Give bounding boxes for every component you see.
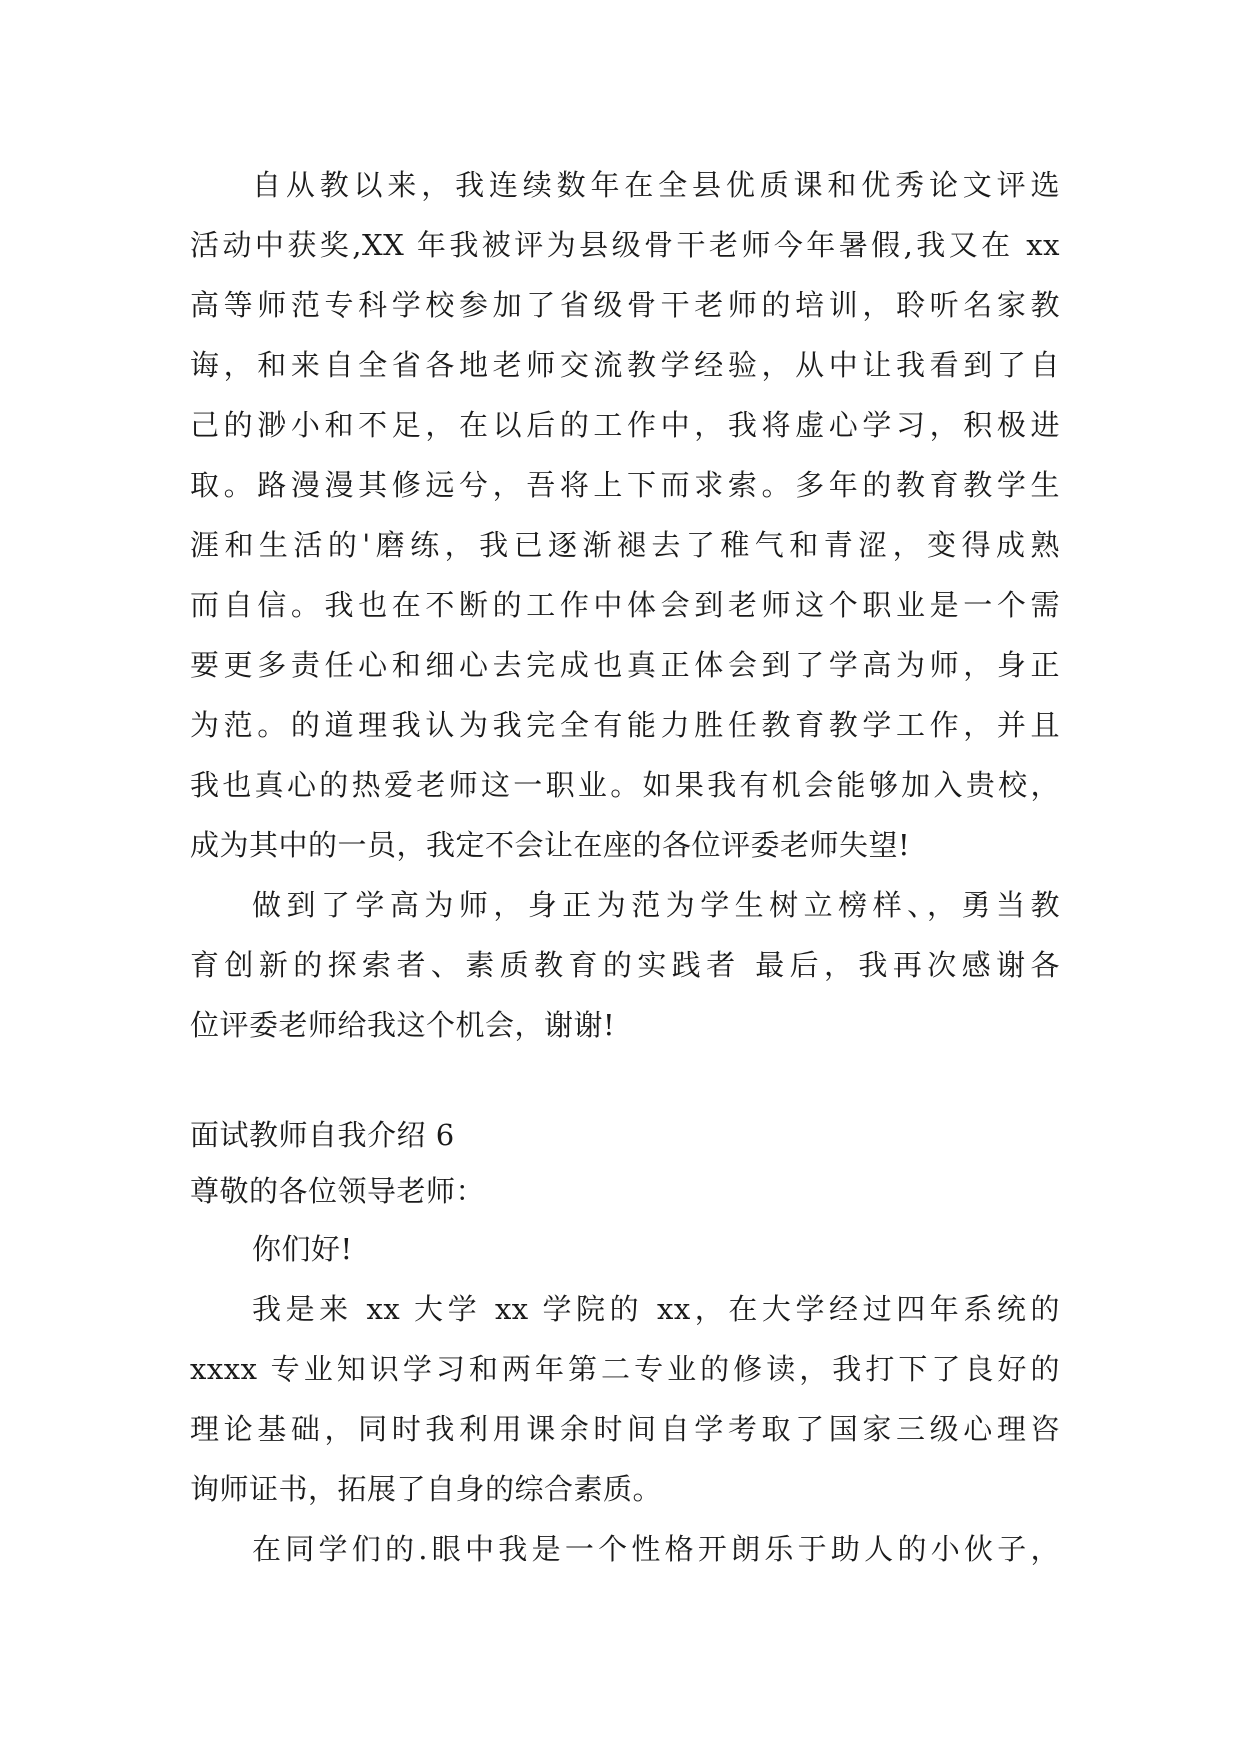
text-line: 理论基础，同时我利用课余时间自学考取了国家三级心理咨: [190, 1412, 1060, 1446]
text-line: 育创新的探索者、素质教育的实践者 最后，我再次感谢各: [190, 948, 1060, 982]
salutation: 尊敬的各位领导老师：: [190, 1174, 486, 1208]
text-line: 做到了学高为师，身正为范为学生树立榜样、，勇当教: [252, 888, 1060, 922]
text-line: 成为其中的一员，我定不会让在座的各位评委老师失望!: [190, 828, 911, 862]
greeting: 你们好!: [252, 1232, 353, 1266]
paragraph-introduction: [190, 1279, 1060, 1519]
text-line: 取。路漫漫其修远兮，吾将上下而求索。多年的教育教学生: [190, 468, 1060, 502]
text-line: 在同学们的.眼中我是一个性格开朗乐于助人的小伙子，: [252, 1532, 1060, 1566]
text-line: 而自信。我也在不断的工作中体会到老师这个职业是一个需: [190, 588, 1060, 622]
text-line: 要更多责任心和细心去完成也真正体会到了学高为师，身正: [190, 648, 1060, 682]
text-line: xxxx 专业知识学习和两年第二专业的修读，我打下了良好的: [190, 1352, 1060, 1386]
text-line: 高等师范专科学校参加了省级骨干老师的培训，聆听名家教: [190, 288, 1060, 322]
text-line: 己的渺小和不足，在以后的工作中，我将虚心学习，积极进: [190, 408, 1060, 442]
text-line: 诲，和来自全省各地老师交流教学经验，从中让我看到了自: [190, 348, 1060, 382]
text-line: 涯和生活的'磨练，我已逐渐褪去了稚气和青涩，变得成熟: [190, 528, 1060, 562]
text-line: 我也真心的热爱老师这一职业。如果我有机会能够加入贵校，: [190, 768, 1060, 802]
paragraph-closing: [190, 875, 1060, 1055]
text-line: 活动中获奖,XX 年我被评为县级骨干老师今年暑假,我又在 xx: [190, 228, 1060, 262]
paragraph-achievements: [190, 155, 1060, 875]
text-line: 我是来 xx 大学 xx 学院的 xx，在大学经过四年系统的: [252, 1292, 1060, 1326]
text-line: 位评委老师给我这个机会，谢谢!: [190, 1008, 616, 1042]
document-body: [190, 155, 1060, 1579]
section-spacer: [190, 1055, 1060, 1107]
paragraph-personality: [190, 1519, 1060, 1579]
text-line: 为范。的道理我认为我完全有能力胜任教育教学工作，并且: [190, 708, 1060, 742]
text-line: 询师证书，拓展了自身的综合素质。: [190, 1472, 663, 1506]
text-line: 自从教以来，我连续数年在全县优质课和优秀论文评选: [252, 168, 1060, 202]
section-title: 面试教师自我介绍 6: [190, 1118, 455, 1152]
